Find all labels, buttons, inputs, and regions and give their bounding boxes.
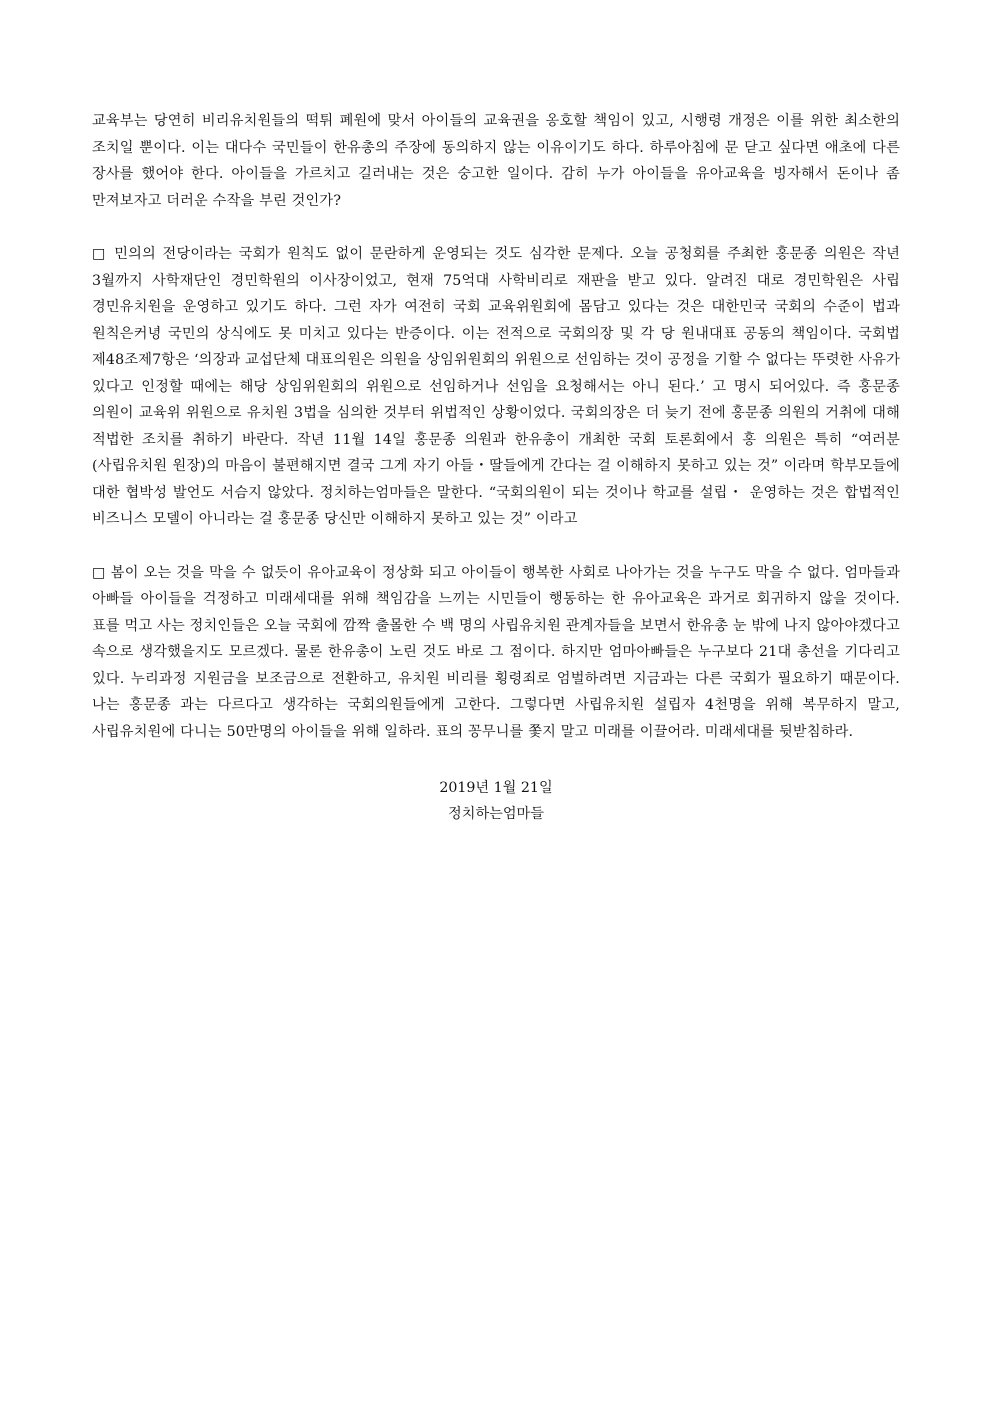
organization-name: 정치하는엄마들 bbox=[448, 806, 544, 822]
paragraph-education-ministry: 교육부는 당연히 비리유치원들의 떡튀 폐원에 맞서 아이들의 교육권을 옹호할 책임이 있고, 시행령 개정은 이를 위한 최소한의 조치일 뿐이다. 이는 대다수 국민들이 한유총의 주장에 동의하지 않는 이유이기도 하다. 하루아침에 문 닫고 싶다면 애초에 다른 장사를 했어야 한다. 아이들을 가르치고 길러내는 것은 숭고한 일이다. 감히 누가 아이들을 유아교육을 빙자해서 돈이나 좀 만져보자고 더러운 수작을 부린 것인가? bbox=[92, 113, 900, 209]
paragraph-national-assembly: □ 민의의 전당이라는 국회가 원칙도 없이 문란하게 운영되는 것도 심각한 문제다. 오늘 공청회를 주최한 홍문종 의원은 작년 3월까지 사학재단인 경민학원의 이사장이었고, 현재 75억대 사학비리로 재판을 받고 있다. 알려진 대로 경민학원은 사립 경민유치원을 운영하고 있기도 하다. 그런 자가 여전히 국회 교육위원회에 몸담고 있다는 것은 대한민국 국회의 수준이 법과 원칙은커녕 국민의 상식에도 못 미치고 있다는 반증이다. 이는 전적으로 국회의장 및 각 당 원내대표 공동의 책임이다. 국회법 제48조제7항은 ‘의장과 교섭단체 대표의원은 의원을 상임위원회의 위원으로 선임하는 것이 공정을 기할 수 없다는 뚜렷한 사유가 있다고 인정할 때에는 해당 상임위원회의 위원으로 선임하거나 선임을 요청해서는 아니 된다.’ 고 명시 되어있다. 즉 홍문종 의원이 교육위 위원으로 유치원 3법을 심의한 것부터 위법적인 상황이었다. 국회의장은 더 늦기 전에 홍문종 의원의 거취에 대해 적법한 조치를 취하기 바란다. 작년 11월 14일 홍문종 의원과 한유총이 개최한 국회 토론회에서 홍 의원은 특히 “여러분(사립유치원 원장)의 마음이 불편해지면 결국 그게 자기 아들・딸들에게 간다는 걸 이해하지 못하고 있는 것” 이라며 학부모들에 대한 협박성 발언도 서슴지 않았다. 정치하는엄마들은 말한다. “국회의원이 되는 것이나 학교를 설립・ 운영하는 것은 합법적인 비즈니스 모델이 아니라는 걸 홍문종 당신만 이해하지 못하고 있는 것” 이라고 bbox=[92, 246, 900, 527]
paragraph-spring-future: □ 봄이 오는 것을 막을 수 없듯이 유아교육이 정상화 되고 아이들이 행복한 사회로 나아가는 것을 누구도 막을 수 없다. 엄마들과 아빠들 아이들을 걱정하고 미래세대를 위해 책임감을 느끼는 시민들이 행동하는 한 유아교육은 과거로 회귀하지 않을 것이다. 표를 먹고 사는 정치인들은 오늘 국회에 깜짝 출몰한 수 백 명의 사립유치원 관계자들을 보면서 한유총 눈 밖에 나지 않아야겠다고 속으로 생각했을지도 모르겠다. 물론 한유총이 노린 것도 바로 그 점이다. 하지만 엄마아빠들은 누구보다 21대 총선을 기다리고 있다. 누리과정 지원금을 보조금으로 전환하고, 유치원 비리를 횡령죄로 엄벌하려면 지금과는 다른 국회가 필요하기 때문이다. 나는 홍문종 과는 다르다고 생각하는 국회의원들에게 고한다. 그렇다면 사립유치원 설립자 4천명을 위해 복무하지 말고, 사립유치원에 다니는 50만명의 아이들을 위해 일하라. 표의 꽁무니를 쫓지 말고 미래를 이끌어라. 미래세대를 뒷받침하라. bbox=[92, 564, 900, 740]
signature-block bbox=[92, 775, 900, 827]
document-page bbox=[92, 108, 900, 827]
statement-date: 2019년 1월 21일 bbox=[439, 780, 553, 796]
